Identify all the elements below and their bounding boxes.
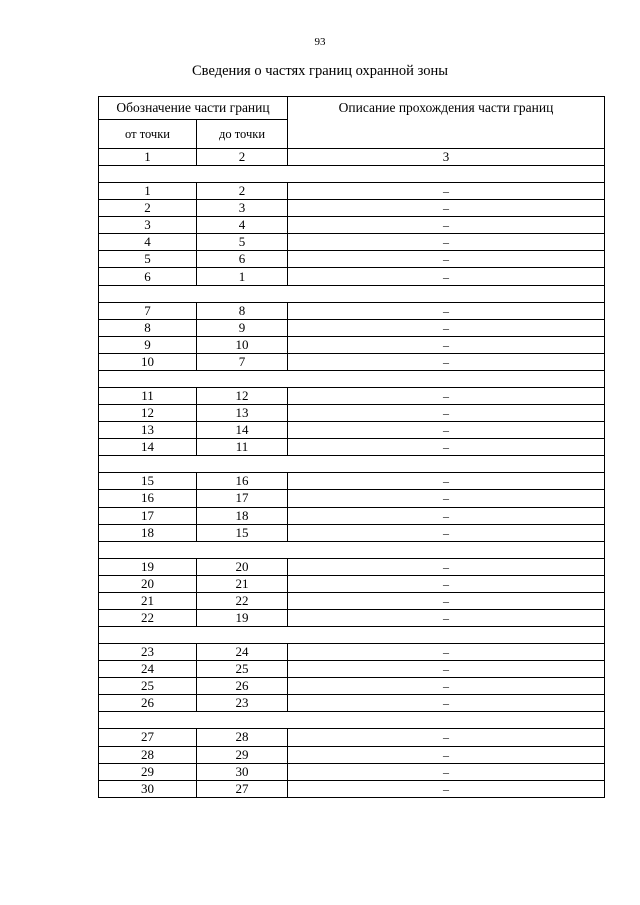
from-point-cell: 20 xyxy=(99,575,197,592)
table-row xyxy=(99,695,605,712)
description-cell: – xyxy=(288,695,605,712)
from-point-cell: 14 xyxy=(99,439,197,456)
table-row xyxy=(99,353,605,370)
group-separator-row xyxy=(99,370,605,387)
from-point-cell: 13 xyxy=(99,422,197,439)
to-point-cell: 14 xyxy=(197,422,288,439)
to-point-cell: 26 xyxy=(197,678,288,695)
from-point-cell: 10 xyxy=(99,353,197,370)
to-point-cell: 15 xyxy=(197,524,288,541)
table-row xyxy=(99,729,605,746)
header-boundary-designation: Обозначение части границ xyxy=(99,97,288,120)
group-separator-cell xyxy=(99,285,605,302)
description-cell: – xyxy=(288,507,605,524)
to-point-cell: 21 xyxy=(197,575,288,592)
to-point-cell: 23 xyxy=(197,695,288,712)
table-row xyxy=(99,609,605,626)
to-point-cell: 28 xyxy=(197,729,288,746)
table-row xyxy=(99,524,605,541)
group-separator-row xyxy=(99,712,605,729)
header-boundary-description: Описание прохождения части границ xyxy=(288,97,605,149)
table-row xyxy=(99,678,605,695)
to-point-cell: 5 xyxy=(197,234,288,251)
from-point-cell: 4 xyxy=(99,234,197,251)
to-point-cell: 30 xyxy=(197,763,288,780)
from-point-cell: 5 xyxy=(99,251,197,268)
column-number: 2 xyxy=(197,149,288,166)
to-point-cell: 18 xyxy=(197,507,288,524)
to-point-cell: 9 xyxy=(197,319,288,336)
group-separator-row xyxy=(99,541,605,558)
from-point-cell: 8 xyxy=(99,319,197,336)
from-point-cell: 27 xyxy=(99,729,197,746)
description-cell: – xyxy=(288,234,605,251)
description-cell: – xyxy=(288,473,605,490)
description-cell: – xyxy=(288,405,605,422)
description-cell: – xyxy=(288,302,605,319)
to-point-cell: 4 xyxy=(197,217,288,234)
description-cell: – xyxy=(288,336,605,353)
table-row xyxy=(99,422,605,439)
to-point-cell: 11 xyxy=(197,439,288,456)
table-row xyxy=(99,200,605,217)
description-cell: – xyxy=(288,746,605,763)
header-from-point: от точки xyxy=(99,120,197,149)
description-cell: – xyxy=(288,763,605,780)
table-row xyxy=(99,405,605,422)
description-cell: – xyxy=(288,490,605,507)
to-point-cell: 13 xyxy=(197,405,288,422)
table-row xyxy=(99,558,605,575)
table-row xyxy=(99,746,605,763)
from-point-cell: 29 xyxy=(99,763,197,780)
table-row xyxy=(99,473,605,490)
group-separator-row xyxy=(99,285,605,302)
from-point-cell: 9 xyxy=(99,336,197,353)
from-point-cell: 22 xyxy=(99,609,197,626)
to-point-cell: 24 xyxy=(197,644,288,661)
from-point-cell: 3 xyxy=(99,217,197,234)
description-cell: – xyxy=(288,729,605,746)
table-row xyxy=(99,251,605,268)
group-separator-row xyxy=(99,627,605,644)
from-point-cell: 6 xyxy=(99,268,197,285)
description-cell: – xyxy=(288,524,605,541)
group-separator-cell xyxy=(99,712,605,729)
table-row xyxy=(99,302,605,319)
description-cell: – xyxy=(288,678,605,695)
to-point-cell: 7 xyxy=(197,353,288,370)
table-body xyxy=(99,166,605,798)
group-separator-cell xyxy=(99,370,605,387)
description-cell: – xyxy=(288,251,605,268)
from-point-cell: 23 xyxy=(99,644,197,661)
group-separator-cell xyxy=(99,456,605,473)
from-point-cell: 17 xyxy=(99,507,197,524)
description-cell: – xyxy=(288,439,605,456)
boundary-parts-table xyxy=(98,96,605,798)
from-point-cell: 25 xyxy=(99,678,197,695)
table-row xyxy=(99,268,605,285)
description-cell: – xyxy=(288,268,605,285)
description-cell: – xyxy=(288,217,605,234)
document-title: Сведения о частях границ охранной зоны xyxy=(192,63,448,79)
to-point-cell: 22 xyxy=(197,592,288,609)
description-cell: – xyxy=(288,200,605,217)
table-row xyxy=(99,661,605,678)
description-cell: – xyxy=(288,558,605,575)
to-point-cell: 25 xyxy=(197,661,288,678)
header-to-point: до точки xyxy=(197,120,288,149)
table-row xyxy=(99,490,605,507)
table-row xyxy=(99,217,605,234)
to-point-cell: 8 xyxy=(197,302,288,319)
to-point-cell: 10 xyxy=(197,336,288,353)
table-row xyxy=(99,336,605,353)
from-point-cell: 21 xyxy=(99,592,197,609)
from-point-cell: 11 xyxy=(99,387,197,404)
table-row xyxy=(99,644,605,661)
group-separator-cell xyxy=(99,166,605,183)
description-cell: – xyxy=(288,644,605,661)
group-separator-cell xyxy=(99,541,605,558)
description-cell: – xyxy=(288,661,605,678)
group-separator-row xyxy=(99,166,605,183)
page-number: 93 xyxy=(314,36,326,48)
to-point-cell: 20 xyxy=(197,558,288,575)
table-row xyxy=(99,319,605,336)
from-point-cell: 30 xyxy=(99,780,197,797)
from-point-cell: 15 xyxy=(99,473,197,490)
table-row xyxy=(99,507,605,524)
table-row xyxy=(99,763,605,780)
from-point-cell: 1 xyxy=(99,183,197,200)
table-row xyxy=(99,592,605,609)
to-point-cell: 1 xyxy=(197,268,288,285)
description-cell: – xyxy=(288,592,605,609)
table-row xyxy=(99,234,605,251)
to-point-cell: 19 xyxy=(197,609,288,626)
to-point-cell: 16 xyxy=(197,473,288,490)
to-point-cell: 3 xyxy=(197,200,288,217)
table-row xyxy=(99,575,605,592)
description-cell: – xyxy=(288,319,605,336)
from-point-cell: 7 xyxy=(99,302,197,319)
description-cell: – xyxy=(288,780,605,797)
from-point-cell: 19 xyxy=(99,558,197,575)
description-cell: – xyxy=(288,353,605,370)
from-point-cell: 12 xyxy=(99,405,197,422)
from-point-cell: 16 xyxy=(99,490,197,507)
to-point-cell: 12 xyxy=(197,387,288,404)
to-point-cell: 29 xyxy=(197,746,288,763)
column-number-row xyxy=(99,149,605,166)
from-point-cell: 26 xyxy=(99,695,197,712)
description-cell: – xyxy=(288,387,605,404)
to-point-cell: 27 xyxy=(197,780,288,797)
group-separator-row xyxy=(99,456,605,473)
table-row xyxy=(99,387,605,404)
to-point-cell: 2 xyxy=(197,183,288,200)
from-point-cell: 28 xyxy=(99,746,197,763)
table-row xyxy=(99,183,605,200)
to-point-cell: 6 xyxy=(197,251,288,268)
from-point-cell: 24 xyxy=(99,661,197,678)
description-cell: – xyxy=(288,575,605,592)
from-point-cell: 18 xyxy=(99,524,197,541)
from-point-cell: 2 xyxy=(99,200,197,217)
table-row xyxy=(99,780,605,797)
description-cell: – xyxy=(288,422,605,439)
to-point-cell: 17 xyxy=(197,490,288,507)
description-cell: – xyxy=(288,183,605,200)
column-number: 1 xyxy=(99,149,197,166)
table-row xyxy=(99,439,605,456)
column-number: 3 xyxy=(288,149,605,166)
description-cell: – xyxy=(288,609,605,626)
group-separator-cell xyxy=(99,627,605,644)
